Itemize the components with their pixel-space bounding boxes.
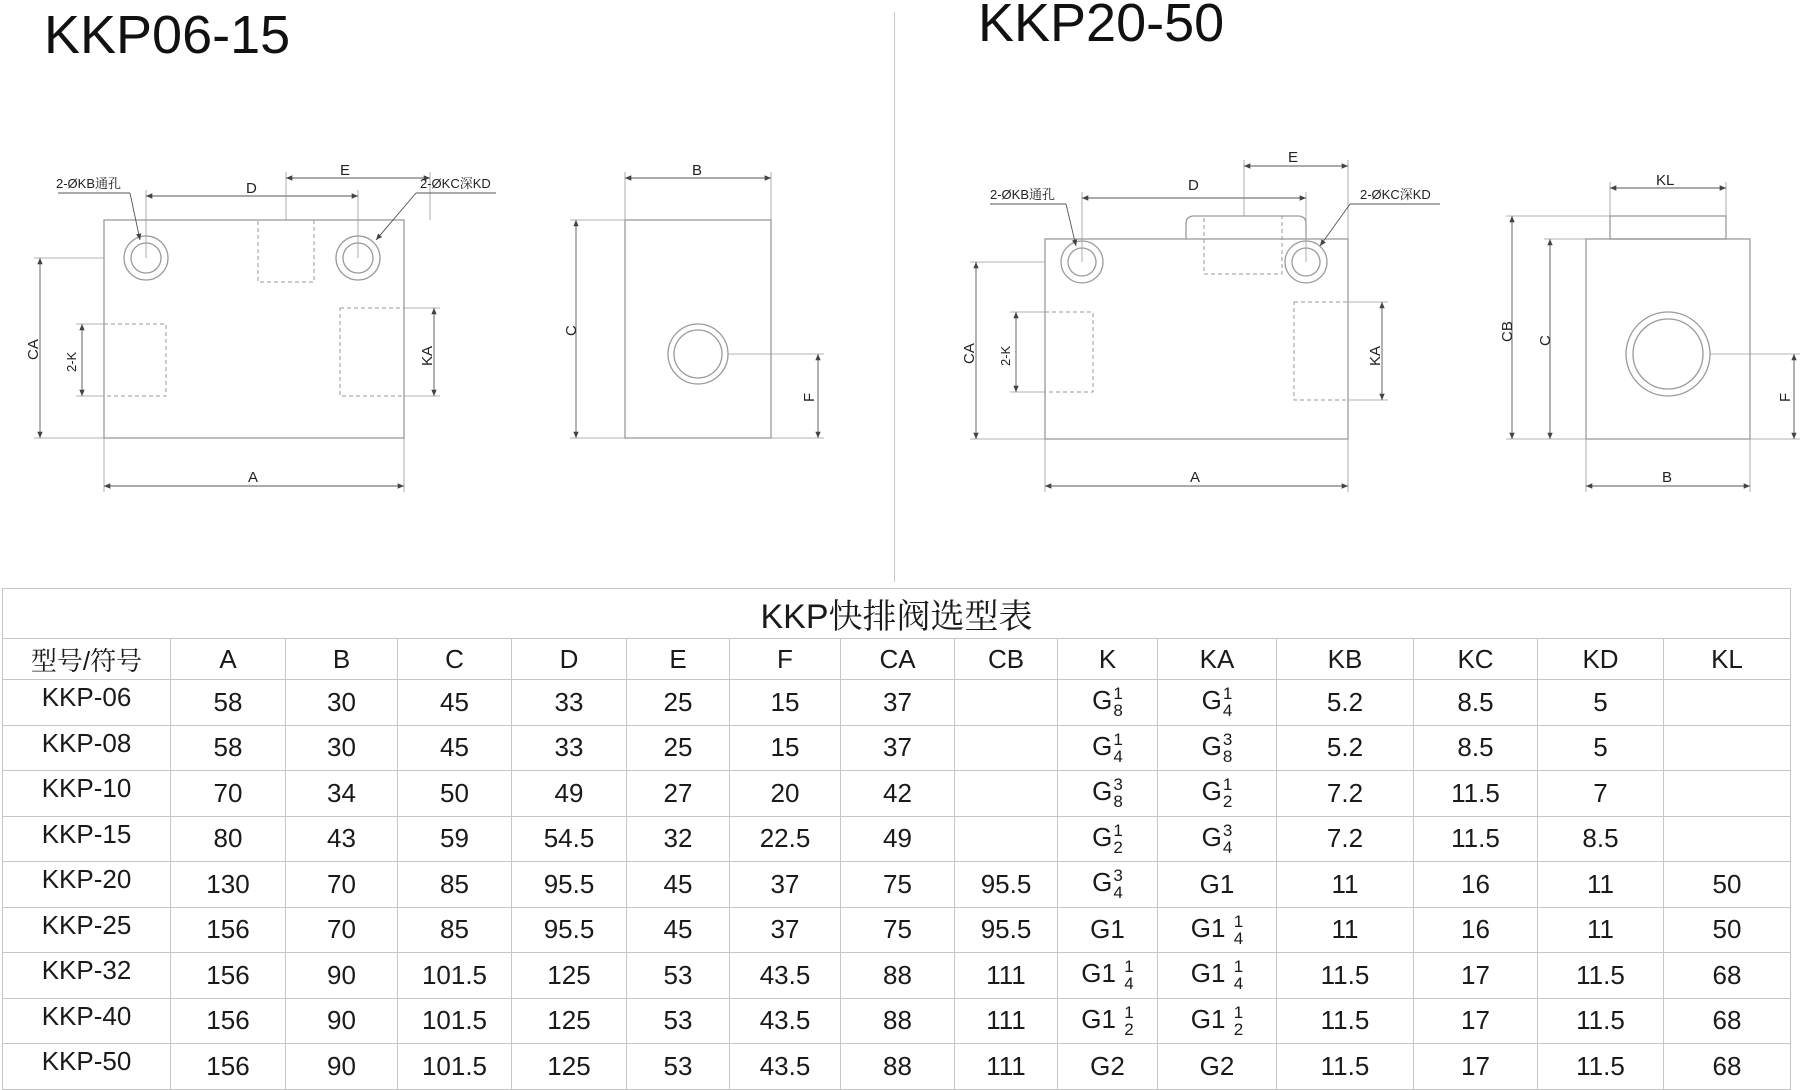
cell-b: 90 (286, 998, 398, 1044)
thread-size: G1 (1081, 1003, 1124, 1034)
cell-b: 30 (286, 680, 398, 726)
cell-e: 25 (627, 680, 730, 726)
cell-ca: 88 (841, 998, 955, 1044)
table-caption: KKP快排阀选型表 (3, 589, 1791, 639)
label-KL: KL (1656, 172, 1675, 189)
thread-fraction (1113, 822, 1122, 856)
cell-kd: 5 (1538, 680, 1664, 726)
thread-fraction (1113, 867, 1122, 901)
cell-c: 50 (398, 771, 512, 817)
header-cell: B (286, 639, 398, 680)
note-kc-hole: 2-ØKC深KD (420, 176, 491, 191)
table-row (3, 816, 1791, 862)
cell-a: 58 (171, 725, 286, 771)
header-row (3, 639, 1791, 680)
header-cell: CA (841, 639, 955, 680)
thread-size: G (1201, 821, 1222, 852)
thread-size: G (1092, 821, 1113, 852)
fraction-denominator: 4 (1233, 928, 1244, 948)
thread-size: G (1092, 776, 1113, 807)
cell-kc: 16 (1414, 862, 1538, 908)
cell-kd: 11 (1538, 907, 1664, 953)
table-body (3, 680, 1791, 1090)
cell-k (1058, 816, 1158, 862)
cell-ca: 75 (841, 862, 955, 908)
table-row (3, 862, 1791, 908)
cell-kl (1664, 725, 1791, 771)
thread-fraction (1124, 1004, 1133, 1038)
cell-kl: 50 (1664, 907, 1791, 953)
fraction-denominator: 8 (1222, 746, 1233, 766)
header-cell: D (512, 639, 627, 680)
cell-b: 34 (286, 771, 398, 817)
header-cell: KL (1664, 639, 1791, 680)
table-row (3, 998, 1791, 1044)
fraction-numerator: 1 (1113, 729, 1123, 749)
cell-kb: 5.2 (1277, 680, 1414, 726)
cell-model: KKP-10 (3, 771, 171, 817)
cell-a: 80 (171, 816, 286, 862)
label-2K: 2-K (64, 351, 79, 372)
cell-kd: 8.5 (1538, 816, 1664, 862)
header-cell: KA (1158, 639, 1277, 680)
cell-e: 53 (627, 998, 730, 1044)
cell-kc: 8.5 (1414, 680, 1538, 726)
fraction-denominator: 8 (1113, 792, 1123, 812)
fraction-numerator: 3 (1113, 866, 1123, 886)
thread-fraction (1234, 913, 1243, 947)
cell-kl: 68 (1664, 998, 1791, 1044)
thread-fraction (1223, 776, 1232, 810)
left-front-view (25, 162, 496, 492)
cell-c: 45 (398, 725, 512, 771)
thread-size: G1 (1190, 958, 1233, 989)
thread-fraction (1113, 776, 1122, 810)
header-cell: KC (1414, 639, 1538, 680)
cell-b: 70 (286, 862, 398, 908)
cell-f: 43.5 (730, 998, 841, 1044)
cell-ca: 88 (841, 1044, 955, 1090)
header-cell: K (1058, 639, 1158, 680)
cell-kb: 11 (1277, 862, 1414, 908)
cell-k (1058, 1044, 1158, 1090)
right-front-view (961, 149, 1440, 492)
cell-f: 43.5 (730, 1044, 841, 1090)
title-kkp20-50: KKP20-50 (978, 0, 1225, 53)
cell-cb: 95.5 (955, 862, 1058, 908)
cell-kc: 8.5 (1414, 725, 1538, 771)
cell-d: 95.5 (512, 862, 627, 908)
label-CA: CA (25, 339, 42, 360)
thread-fraction (1124, 958, 1133, 992)
cell-f: 20 (730, 771, 841, 817)
cell-model: KKP-50 (3, 1044, 171, 1090)
label-C: C (563, 325, 580, 336)
cell-ca: 37 (841, 680, 955, 726)
cell-c: 45 (398, 680, 512, 726)
label-E-right: E (1288, 149, 1299, 166)
note-kb-hole: 2-ØKB通孔 (56, 176, 122, 191)
cell-b: 90 (286, 1044, 398, 1090)
thread-size: G1 (1081, 958, 1124, 989)
thread-fraction (1223, 822, 1232, 856)
cell-kl: 68 (1664, 1044, 1791, 1090)
cell-kb: 5.2 (1277, 725, 1414, 771)
cell-cb (955, 816, 1058, 862)
cell-ka (1158, 907, 1277, 953)
cell-kb: 11.5 (1277, 998, 1414, 1044)
label-D-right: D (1188, 177, 1199, 194)
cell-cb (955, 680, 1058, 726)
cell-e: 45 (627, 862, 730, 908)
cell-f: 37 (730, 907, 841, 953)
label-C-right: C (1537, 335, 1554, 346)
thread-fraction (1234, 1004, 1243, 1038)
fraction-numerator: 1 (1124, 1002, 1134, 1022)
header-cell: C (398, 639, 512, 680)
selection-table (2, 588, 1791, 1090)
cell-kl: 68 (1664, 953, 1791, 999)
thread-size: G1 (1090, 914, 1125, 945)
note-kc-hole-right: 2-ØKC深KD (1360, 187, 1431, 202)
label-B-right: B (1662, 469, 1673, 486)
header-cell: A (171, 639, 286, 680)
thread-size: G1 (1190, 1003, 1233, 1034)
cell-kc: 17 (1414, 1044, 1538, 1090)
cell-ca: 75 (841, 907, 955, 953)
cell-kc: 16 (1414, 907, 1538, 953)
thread-size: G (1201, 730, 1222, 761)
label-A: A (248, 469, 259, 486)
cell-a: 70 (171, 771, 286, 817)
header-cell: KB (1277, 639, 1414, 680)
fraction-denominator: 2 (1233, 1019, 1244, 1039)
cell-b: 43 (286, 816, 398, 862)
cell-a: 156 (171, 998, 286, 1044)
cell-b: 30 (286, 725, 398, 771)
cell-kd: 11.5 (1538, 998, 1664, 1044)
cell-kl (1664, 771, 1791, 817)
fraction-numerator: 1 (1113, 684, 1123, 704)
cell-kc: 17 (1414, 953, 1538, 999)
thread-size: G1 (1199, 868, 1235, 899)
cell-ka (1158, 816, 1277, 862)
cell-ka (1158, 1044, 1277, 1090)
cell-f: 22.5 (730, 816, 841, 862)
thread-size: G2 (1090, 1050, 1125, 1081)
cell-k (1058, 998, 1158, 1044)
cell-kb: 11.5 (1277, 953, 1414, 999)
cell-cb: 111 (955, 953, 1058, 999)
note-kb-hole-right: 2-ØKB通孔 (990, 187, 1056, 202)
header-cell: 型号/符号 (3, 639, 171, 680)
cell-a: 58 (171, 680, 286, 726)
cell-kl: 50 (1664, 862, 1791, 908)
cell-d: 125 (512, 998, 627, 1044)
cell-c: 85 (398, 907, 512, 953)
cell-kc: 11.5 (1414, 771, 1538, 817)
label-CB: CB (1499, 321, 1516, 342)
cell-model: KKP-25 (3, 907, 171, 953)
cell-ka (1158, 725, 1277, 771)
cell-e: 45 (627, 907, 730, 953)
label-KA: KA (419, 345, 436, 366)
cell-cb: 95.5 (955, 907, 1058, 953)
thread-size: G (1092, 730, 1113, 761)
cell-ka (1158, 771, 1277, 817)
fraction-denominator: 8 (1113, 701, 1123, 721)
label-F-right: F (1777, 392, 1794, 402)
cell-d: 33 (512, 725, 627, 771)
cell-kb: 11 (1277, 907, 1414, 953)
title-kkp06-15: KKP06-15 (44, 5, 291, 65)
fraction-denominator: 4 (1124, 974, 1134, 994)
cell-cb (955, 771, 1058, 817)
thread-size: G (1201, 776, 1222, 807)
cell-ka (1158, 862, 1277, 908)
header-cell: KD (1538, 639, 1664, 680)
cell-cb (955, 725, 1058, 771)
left-side-view (563, 162, 824, 438)
cell-a: 130 (171, 862, 286, 908)
fraction-numerator: 1 (1233, 1002, 1244, 1022)
table-row (3, 907, 1791, 953)
cell-kd: 11 (1538, 862, 1664, 908)
cell-f: 43.5 (730, 953, 841, 999)
label-E: E (340, 162, 351, 179)
fraction-numerator: 1 (1233, 957, 1244, 977)
header-cell: F (730, 639, 841, 680)
thread-fraction (1113, 731, 1122, 765)
fraction-numerator: 3 (1222, 820, 1233, 840)
cell-d: 54.5 (512, 816, 627, 862)
cell-k (1058, 725, 1158, 771)
header-cell: E (627, 639, 730, 680)
fraction-denominator: 4 (1113, 883, 1123, 903)
cell-c: 85 (398, 862, 512, 908)
cell-a: 156 (171, 1044, 286, 1090)
table-row (3, 680, 1791, 726)
fraction-numerator: 1 (1124, 957, 1134, 977)
cell-model: KKP-32 (3, 953, 171, 999)
thread-fraction (1113, 685, 1122, 719)
cell-kd: 11.5 (1538, 953, 1664, 999)
thread-size: G (1201, 685, 1222, 716)
cell-kl (1664, 816, 1791, 862)
cell-kb: 7.2 (1277, 816, 1414, 862)
cell-e: 32 (627, 816, 730, 862)
cell-d: 125 (512, 1044, 627, 1090)
cell-ca: 37 (841, 725, 955, 771)
thread-fraction (1223, 731, 1232, 765)
thread-size: G1 (1190, 912, 1233, 943)
cell-k (1058, 953, 1158, 999)
label-A-right: A (1190, 469, 1201, 486)
thread-fraction (1223, 685, 1232, 719)
cell-c: 101.5 (398, 953, 512, 999)
cell-model: KKP-15 (3, 816, 171, 862)
cell-e: 27 (627, 771, 730, 817)
label-KA-right: KA (1367, 345, 1384, 366)
cell-kl (1664, 680, 1791, 726)
cell-d: 49 (512, 771, 627, 817)
fraction-numerator: 3 (1113, 775, 1123, 795)
cell-ka (1158, 998, 1277, 1044)
fraction-denominator: 4 (1222, 701, 1233, 721)
table-row (3, 725, 1791, 771)
fraction-denominator: 2 (1113, 837, 1123, 857)
fraction-numerator: 3 (1222, 729, 1233, 749)
cell-a: 156 (171, 953, 286, 999)
table-row (3, 771, 1791, 817)
cell-c: 101.5 (398, 1044, 512, 1090)
cell-c: 59 (398, 816, 512, 862)
fraction-numerator: 1 (1233, 911, 1244, 931)
cell-a: 156 (171, 907, 286, 953)
thread-size: G (1092, 685, 1113, 716)
table-row (3, 1044, 1791, 1090)
label-2K-right: 2-K (998, 345, 1013, 366)
table-row (3, 953, 1791, 999)
cell-kb: 7.2 (1277, 771, 1414, 817)
label-CA-right: CA (961, 343, 978, 364)
cell-ca: 88 (841, 953, 955, 999)
cell-model: KKP-08 (3, 725, 171, 771)
cell-c: 101.5 (398, 998, 512, 1044)
cell-model: KKP-20 (3, 862, 171, 908)
fraction-denominator: 2 (1124, 1019, 1134, 1039)
cell-model: KKP-06 (3, 680, 171, 726)
header-cell: CB (955, 639, 1058, 680)
cell-k (1058, 680, 1158, 726)
cell-cb: 111 (955, 1044, 1058, 1090)
cell-e: 53 (627, 1044, 730, 1090)
cell-b: 70 (286, 907, 398, 953)
fraction-denominator: 4 (1222, 837, 1233, 857)
thread-size: G (1092, 867, 1113, 898)
thread-size: G2 (1199, 1050, 1235, 1081)
fraction-numerator: 1 (1222, 775, 1233, 795)
label-B: B (692, 162, 703, 179)
cell-kb: 11.5 (1277, 1044, 1414, 1090)
fraction-denominator: 4 (1233, 974, 1244, 994)
cell-ka (1158, 953, 1277, 999)
label-F: F (801, 392, 818, 402)
label-D: D (246, 180, 257, 197)
cell-b: 90 (286, 953, 398, 999)
cell-model: KKP-40 (3, 998, 171, 1044)
cell-kd: 7 (1538, 771, 1664, 817)
fraction-numerator: 1 (1113, 820, 1123, 840)
cell-d: 95.5 (512, 907, 627, 953)
fraction-denominator: 4 (1113, 746, 1123, 766)
cell-k (1058, 771, 1158, 817)
cell-e: 53 (627, 953, 730, 999)
cell-f: 15 (730, 680, 841, 726)
cell-e: 25 (627, 725, 730, 771)
cell-f: 37 (730, 862, 841, 908)
cell-kc: 17 (1414, 998, 1538, 1044)
cell-kd: 11.5 (1538, 1044, 1664, 1090)
cell-ka (1158, 680, 1277, 726)
fraction-denominator: 2 (1222, 792, 1233, 812)
cell-d: 125 (512, 953, 627, 999)
cell-kc: 11.5 (1414, 816, 1538, 862)
fraction-numerator: 1 (1222, 684, 1233, 704)
cell-cb: 111 (955, 998, 1058, 1044)
cell-ca: 42 (841, 771, 955, 817)
cell-k (1058, 907, 1158, 953)
thread-fraction (1234, 958, 1243, 992)
right-side-view (1499, 172, 1800, 492)
cell-d: 33 (512, 680, 627, 726)
cell-ca: 49 (841, 816, 955, 862)
cell-kd: 5 (1538, 725, 1664, 771)
cell-k (1058, 862, 1158, 908)
cell-f: 15 (730, 725, 841, 771)
